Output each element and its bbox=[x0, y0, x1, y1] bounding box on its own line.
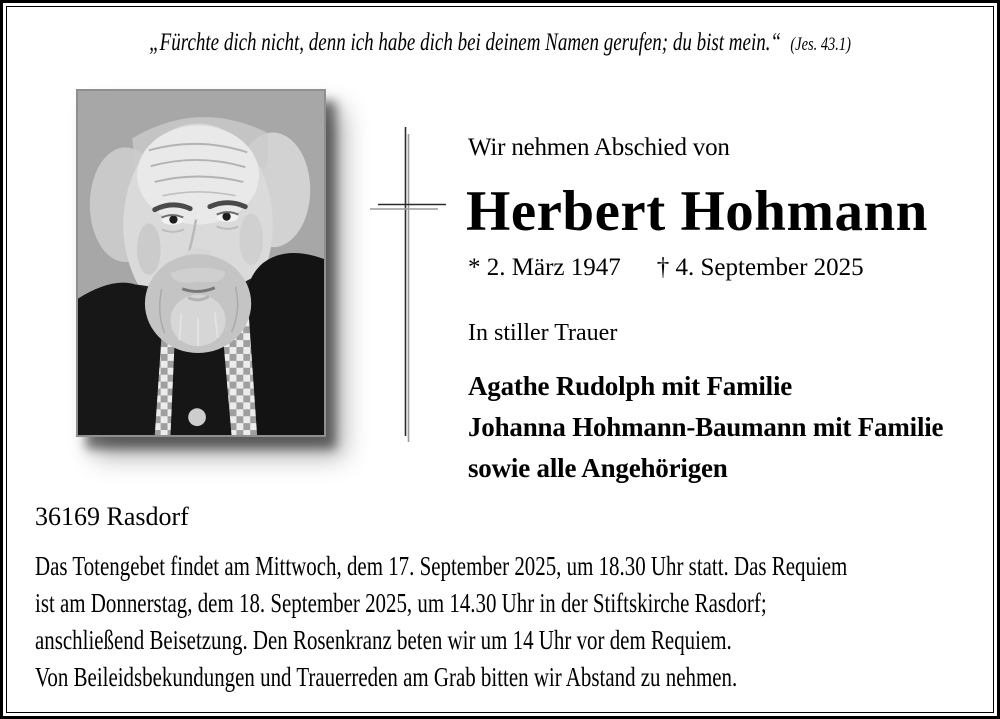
death-date: † 4. September 2025 bbox=[656, 254, 864, 281]
mourner-line: Johanna Hohmann-Baumann mit Familie bbox=[468, 412, 944, 442]
location: 36169 Rasdorf bbox=[35, 502, 189, 531]
mourner-line: sowie alle Angehörigen bbox=[468, 453, 728, 483]
announcement-line: Von Beileidsbekundungen und Trauerreden am Grab bitten wir Abstand zu nehmen. bbox=[35, 662, 738, 692]
deceased-name: Herbert Hohmann bbox=[466, 180, 928, 243]
birth-date: * 2. März 1947 bbox=[468, 254, 621, 281]
quote-text: „Fürchte dich nicht, denn ich habe dich bei deinem Namen gerufen; du bist mein.“ bbox=[149, 29, 782, 56]
bible-quote bbox=[120, 29, 880, 57]
announcement bbox=[35, 548, 934, 696]
announcement-line: ist am Donnerstag, dem 18. September 2025, um 14.30 Uhr in der Stiftskirche Rasdorf; bbox=[35, 588, 767, 618]
mourner-line: Agathe Rudolph mit Familie bbox=[468, 371, 793, 401]
farewell-intro: Wir nehmen Abschied von bbox=[468, 134, 730, 161]
mourners-list bbox=[468, 366, 943, 489]
memorial-cross-icon bbox=[360, 120, 455, 450]
life-dates bbox=[468, 254, 864, 282]
announcement-line: Das Totengebet findet am Mittwoch, dem 17. September 2025, um 18.30 Uhr statt. Das Requiem bbox=[35, 551, 848, 581]
quote-citation: (Jes. 43.1) bbox=[790, 34, 851, 55]
announcement-line: anschließend Beisetzung. Den Rosenkranz beten wir um 14 Uhr vor dem Requiem. bbox=[35, 625, 732, 655]
mourning-intro: In stiller Trauer bbox=[468, 320, 618, 346]
portrait-photo bbox=[76, 89, 326, 437]
portrait-illustration bbox=[78, 91, 324, 435]
